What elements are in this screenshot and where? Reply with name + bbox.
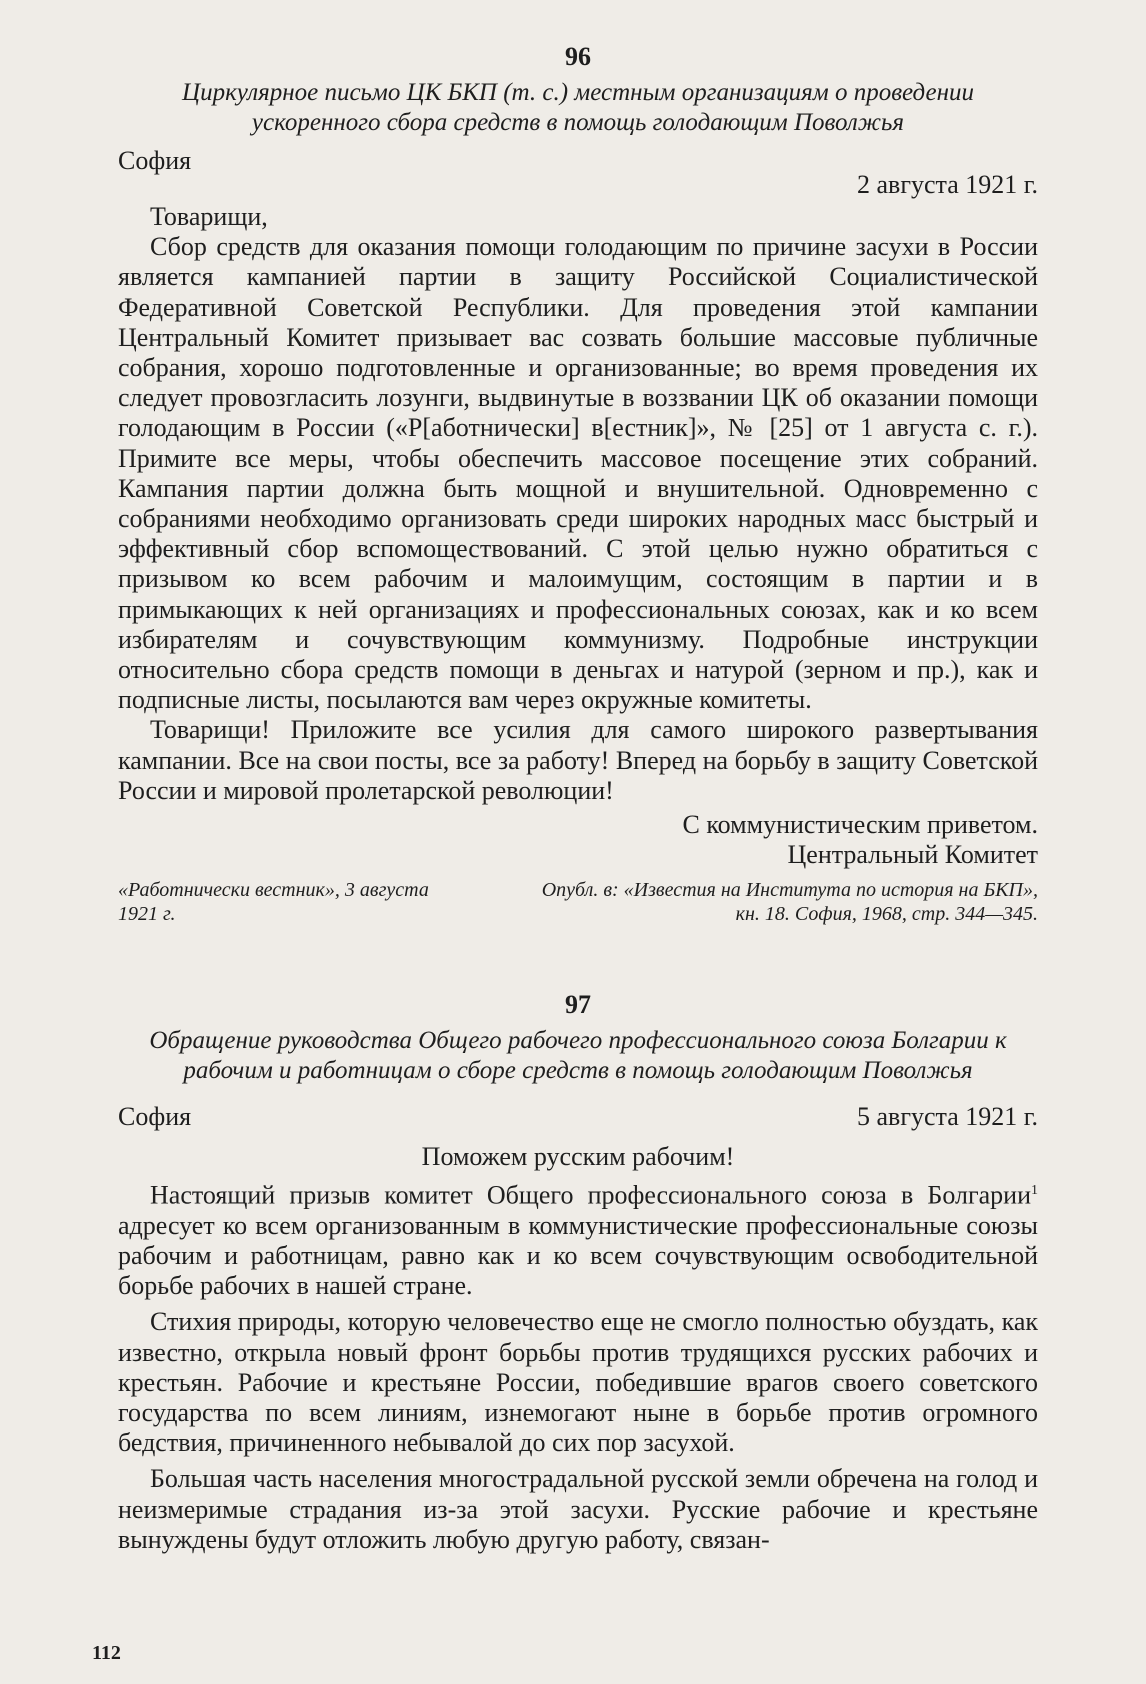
paragraph: Товарищи! Приложите все усилия для самого широкого развертывания кампании. Все на свои посты, все за работу! Вперед на борьбу в защиту Советской России и мировой пролетарской революции!	[118, 715, 1038, 805]
source-left: «Работнически вестник», 3 августа 1921 г.	[118, 879, 429, 926]
paragraph: Большая часть населения многострадальной русской земли обречена на голод и неизмеримые страдания из-за этой засухи. Русские рабочие и крестьяне вынуждены будут отложить любую другую работу, связан-	[118, 1464, 1038, 1554]
source-note	[118, 878, 1038, 926]
place: София	[118, 146, 192, 175]
page-number: 112	[92, 1642, 121, 1664]
closing: С коммунистическим приветом.	[682, 810, 1038, 840]
footnote-mark: 1	[1031, 1183, 1038, 1198]
greeting: Товарищи,	[150, 202, 268, 231]
signature: Центральный Комитет	[787, 840, 1038, 870]
date: 2 августа 1921 г.	[857, 170, 1038, 199]
document-number: 96	[565, 42, 591, 71]
date: 5 августа 1921 г.	[857, 1102, 1038, 1131]
appeal-heading: Поможем русским рабочим!	[421, 1142, 735, 1171]
paragraph: Сбор средств для оказания помощи голодающим по причине засухи в России является кампанией партии в защиту Российской Социалистической Федеративной Советской Республики. Для проведения этой кампании Центральный Комитет призывает вас созвать большие массовые публичные собрания, хорошо подготовленные и организованные; во время проведения их следует провозгласить лозунги, выдвинутые в воззвании ЦК об оказании помощи голодающим в России («Р[аботнически] в[естник]», № [25] от 1 августа с. г.). Примите все меры, чтобы обеспечить массовое посещение этих собраний. Кампания партии должна быть мощной и внушительной. Одновременно с собраниями необходимо организовать среди широких народных масс быстрый и эффективный сбор вспомоществований. С этой целью нужно обратиться с призывом ко всем рабочим и малоимущим, состоящим в партии и в примыкающих к ней организациях и профессиональных союзах, как и ко всем избирателям и сочувствующим коммунизму. Подробные инструкции относительно сбора средств помощи в деньгах и натурой (зерном и пр.), как и подписные листы, посылаются вам через окружные комитеты.	[118, 232, 1038, 715]
dateline	[118, 1102, 1038, 1132]
dateline	[118, 146, 1038, 200]
source-right: Опубл. в: «Известия на Института по история на БКП», кн. 18. София, 1968, стр. 344—345.	[541, 879, 1038, 926]
place: София	[118, 1102, 192, 1131]
doc-97	[118, 990, 1038, 1555]
doc-96	[118, 42, 1038, 926]
paragraph: Настоящий призыв комитет Общего профессионального союза в Болгарии$^1$ адресует ко всем организованным в коммунистические профессиональные союзы рабочим и работницам, равно как и ко всем сочувствующим освободительной борьбе рабочих в нашей стране.	[118, 1180, 1038, 1301]
document-title: Обращение руководства Общего рабочего профессионального союза Болгарии к рабочим и работницам о сборе средств в помощь голодающим Поволжья	[149, 1027, 1007, 1084]
document-number: 97	[565, 990, 591, 1019]
document-title: Циркулярное письмо ЦК БКП (т. с.) местным организациям о проведении ускоренного сбора средств в помощь голодающим Поволжья	[182, 79, 974, 136]
paragraph: Стихия природы, которую человечество еще не смогло полностью обуздать, как известно, открыла новый фронт борьбы против трудящихся русских рабочих и крестьян. Рабочие и крестьяне России, победившие врагов своего советского государства по всем линиям, изнемогают ныне в борьбе против огромного бедствия, причиненного небывалой до сих пор засухой.	[118, 1307, 1038, 1458]
